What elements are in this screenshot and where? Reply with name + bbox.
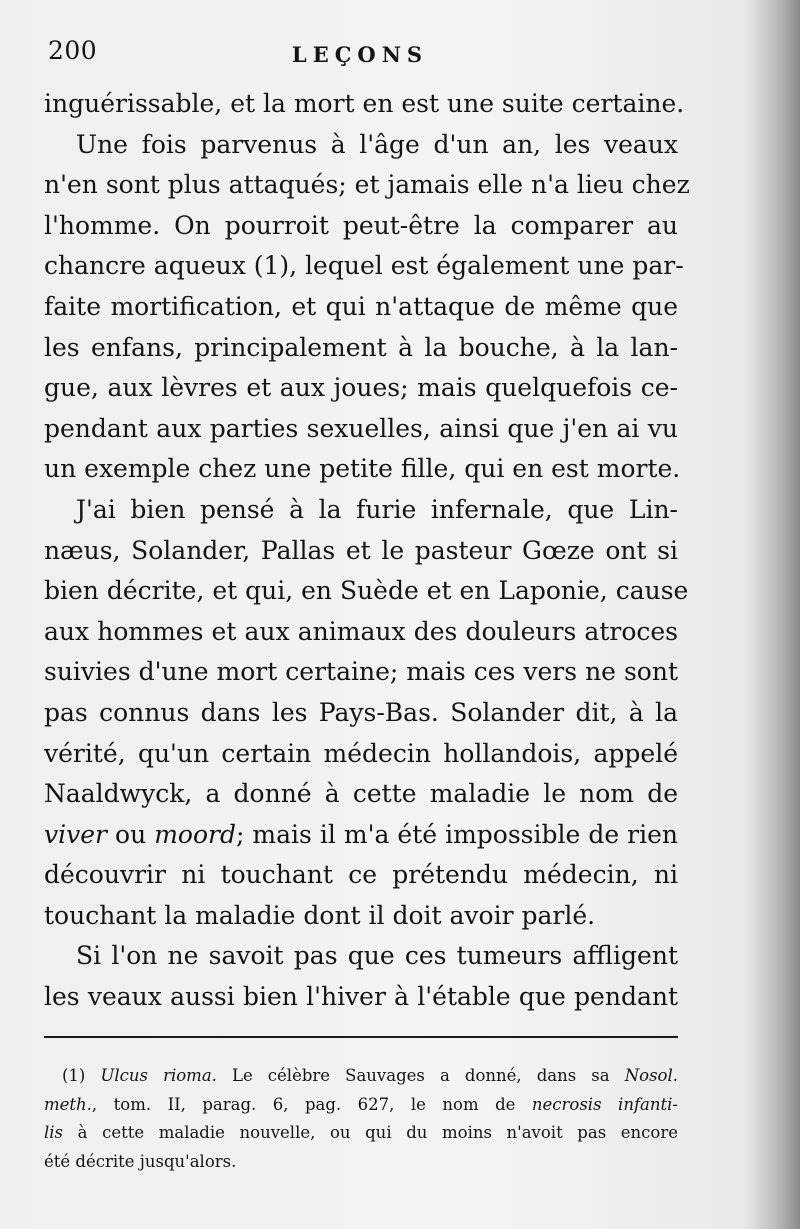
footnote-italic: Ulcus rioma. [100,1066,217,1085]
footnote-italic: necrosis infanti- [531,1094,678,1114]
text-line: pendant aux parties sexuelles, ainsi que j'en ai vu [44,413,678,443]
footnote-marker: (1) [62,1066,101,1085]
text-line: faite mortification, et qui n'attaque de même que [44,291,678,321]
text-line: les veaux aussi bien l'hiver à l'étable que pendant [44,982,678,1012]
footnote-line [44,1119,678,1148]
main-text [44,84,690,1018]
paragraph-start-line: Si l'on ne savoit pas que ces tumeurs affligent [76,941,678,971]
footnote-italic: lis [44,1123,64,1142]
text-line: gue, aux lèvres et aux joues; mais quelquefois ce- [44,373,678,403]
text-line: bien décrite, et qui, en Suède et en Laponie, cause [44,576,689,606]
footnote-line [44,1062,678,1091]
text-line: l'homme. On pourroit peut-être la comparer au [44,210,678,240]
italic-term-viver: viver [44,819,107,849]
text-line: n'en sont plus attaqués; et jamais elle n'a lieu chez [44,170,690,200]
text-line: aux hommes et aux animaux des douleurs atroces [44,616,678,646]
text-line: découvrir ni touchant ce prétendu médecin, ni [44,860,678,890]
footnote-line [44,1091,678,1120]
text-line: pas connus dans les Pays-Bas. Solander dit, à la [44,697,678,727]
footnote-text: Le célèbre Sauvages a donné, dans sa [216,1066,625,1085]
footnote-text: à cette maladie nouvelle, ou qui du moins n'avoit pas encore [63,1123,678,1142]
footnote-divider [44,1036,678,1038]
text-line: suivies d'une mort certaine; mais ces vers ne sont [44,657,678,687]
footnote-italic: Nosol. [624,1066,678,1085]
footnote-text: , tom. II, parag. 6, pag. 627, le nom de [91,1094,532,1114]
text-line: næus, Solander, Pallas et le pasteur Gœze ont si [44,535,678,565]
text-line: inguérissable, et la mort en est une suite certaine. [44,89,685,118]
text-line: les enfans, principalement à la bouche, à la lan- [44,332,678,362]
italic-term-moord: moord [154,819,236,849]
paragraph-end-line: touchant la maladie dont il doit avoir parlé. [44,900,596,930]
text-line: Naaldwyck, a donné à cette maladie le nom de [44,779,678,809]
text-line-with-italics [44,815,678,856]
footnote [44,1062,678,1176]
page-number: 200 [48,36,98,65]
text-segment: ou [107,819,155,849]
running-head: LEÇONS [291,42,429,67]
paragraph-start-line: J'ai bien pensé à la furie infernale, que Lin- [76,494,678,524]
text-line: chancre aqueux (1), lequel est également une par- [44,251,684,281]
paragraph-end-line: un exemple chez une petite fille, qui en est morte. [44,454,681,484]
text-line: vérité, qu'un certain médecin hollandois, appelé [44,738,678,768]
page-header [40,36,680,76]
paragraph-start-line: Une fois parvenus à l'âge d'un an, les veaux [76,129,678,159]
text-segment: ; mais il m'a été impossible de rien [235,819,678,849]
footnote-line: été décrite jusqu'alors. [44,1151,237,1171]
footnote-italic: meth. [44,1094,92,1114]
